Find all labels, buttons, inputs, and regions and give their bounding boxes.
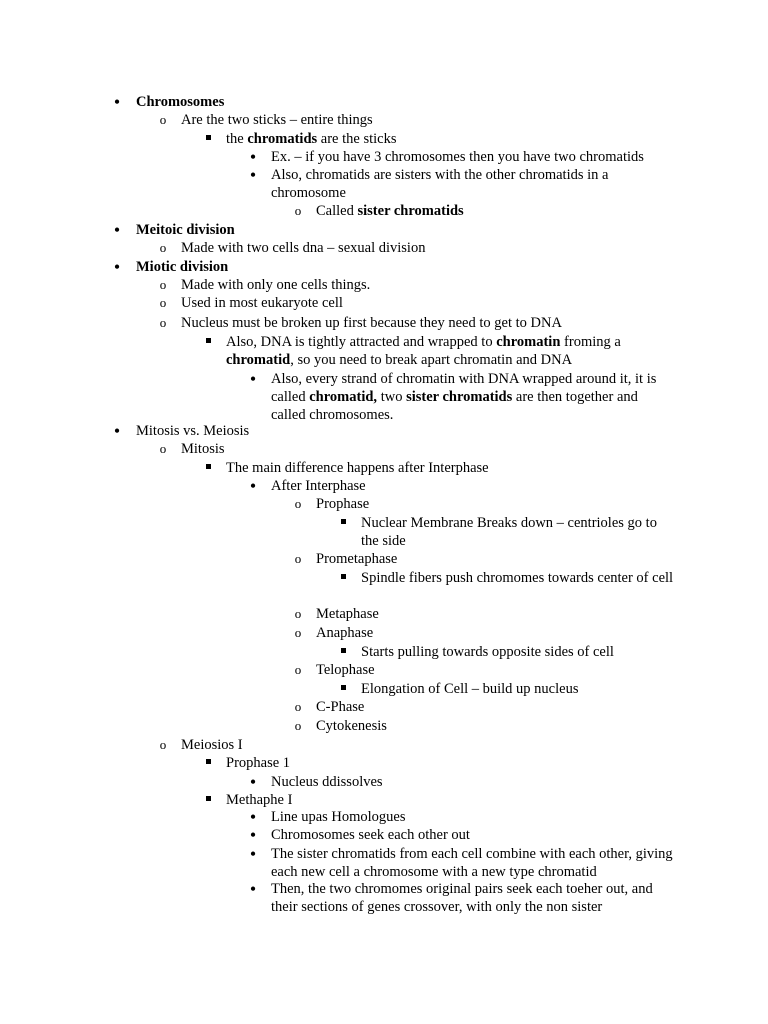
circle-bullet-icon bbox=[288, 661, 308, 679]
text-run: Nuclear Membrane Breaks down – centrioles go to the side bbox=[361, 515, 657, 549]
square-bullet-icon bbox=[198, 130, 218, 148]
circle-bullet-icon bbox=[288, 624, 308, 642]
text-run: Methaphe I bbox=[226, 792, 293, 808]
text-run: Also, chromatids are sisters with the other chromatids in a chromosome bbox=[271, 167, 609, 201]
list-item-text bbox=[271, 370, 676, 424]
text-run: Cytokenesis bbox=[316, 718, 387, 734]
list-item-text bbox=[316, 624, 676, 642]
disc-bullet-icon bbox=[107, 422, 127, 442]
list-item-text bbox=[316, 550, 676, 568]
disc-bullet-icon bbox=[107, 221, 127, 241]
list-item-text bbox=[136, 422, 676, 440]
list-item-text bbox=[316, 661, 676, 679]
circle-bullet-icon bbox=[153, 294, 173, 312]
bold-term: chromatids bbox=[247, 131, 318, 147]
list-item-text bbox=[271, 773, 676, 791]
circle-bullet-icon bbox=[288, 698, 308, 716]
list-item-text bbox=[271, 166, 676, 202]
square-bullet-icon bbox=[333, 680, 353, 698]
text-run: Prometaphase bbox=[316, 551, 398, 567]
circle-bullet-icon bbox=[288, 550, 308, 568]
text-run: The main difference happens after Interphase bbox=[226, 460, 489, 476]
text-run: Telophase bbox=[316, 662, 375, 678]
disc-bullet-icon bbox=[243, 370, 263, 390]
list-item-text bbox=[226, 754, 676, 772]
circle-bullet-icon bbox=[288, 717, 308, 735]
list-item-text bbox=[181, 440, 676, 458]
text-run: After Interphase bbox=[271, 478, 366, 494]
disc-bullet-icon bbox=[107, 93, 127, 113]
text-run: froming a bbox=[560, 334, 621, 350]
list-item-text bbox=[361, 643, 676, 661]
text-run: , so you need to break apart chromatin and DNA bbox=[290, 352, 573, 368]
disc-bullet-icon bbox=[243, 166, 263, 186]
disc-bullet-icon bbox=[243, 826, 263, 846]
square-bullet-icon bbox=[333, 643, 353, 661]
list-item-text bbox=[271, 808, 676, 826]
circle-bullet-icon bbox=[153, 239, 173, 257]
disc-bullet-icon bbox=[243, 773, 263, 793]
circle-bullet-icon bbox=[153, 440, 173, 458]
list-item-text bbox=[361, 514, 676, 550]
list-item-text bbox=[361, 569, 676, 587]
square-bullet-icon bbox=[198, 791, 218, 809]
disc-bullet-icon bbox=[243, 477, 263, 497]
list-item-text bbox=[181, 111, 676, 129]
list-item-text bbox=[271, 477, 676, 495]
text-run: Meiosios I bbox=[181, 737, 243, 753]
text-run: Then, the two chromomes original pairs seek each toeher out, and their sections of genes crossover, with only the non sister bbox=[271, 881, 653, 915]
list-item-text bbox=[181, 736, 676, 754]
list-item-text bbox=[181, 276, 676, 294]
circle-bullet-icon bbox=[153, 736, 173, 754]
text-run: Metaphase bbox=[316, 606, 379, 622]
list-item-text bbox=[226, 333, 676, 369]
text-run: The sister chromatids from each cell combine with each other, giving each new cell a chromosome with a new type chromatid bbox=[271, 846, 673, 880]
circle-bullet-icon bbox=[288, 495, 308, 513]
bold-term: Chromosomes bbox=[136, 94, 225, 110]
list-item-text bbox=[271, 845, 676, 881]
text-run: Also, DNA is tightly attracted and wrapped to bbox=[226, 334, 497, 350]
disc-bullet-icon bbox=[107, 258, 127, 278]
square-bullet-icon bbox=[198, 459, 218, 477]
text-run: Prophase 1 bbox=[226, 755, 291, 771]
text-run: Used in most eukaryote cell bbox=[181, 295, 343, 311]
square-bullet-icon bbox=[333, 514, 353, 532]
text-run: C-Phase bbox=[316, 699, 365, 715]
text-run: Called bbox=[316, 203, 358, 219]
circle-bullet-icon bbox=[153, 314, 173, 332]
list-item-text bbox=[316, 202, 676, 220]
list-item-text bbox=[316, 605, 676, 623]
text-run: two bbox=[377, 389, 407, 405]
text-run: Made with two cells dna – sexual division bbox=[181, 240, 426, 256]
circle-bullet-icon bbox=[288, 605, 308, 623]
list-item-text bbox=[271, 880, 676, 916]
bold-term: Meitoic division bbox=[136, 222, 235, 238]
list-item-text bbox=[226, 130, 676, 148]
text-run: are the sticks bbox=[317, 131, 397, 147]
square-bullet-icon bbox=[333, 569, 353, 587]
bold-term: sister chromatids bbox=[406, 389, 513, 405]
text-run: Spindle fibers push chromomes towards center of cell bbox=[361, 570, 674, 586]
list-item-text bbox=[316, 698, 676, 716]
circle-bullet-icon bbox=[153, 276, 173, 294]
text-run: the bbox=[226, 131, 248, 147]
list-item-text bbox=[316, 495, 676, 513]
bold-term: sister chromatids bbox=[357, 203, 464, 219]
bold-term: chromatid bbox=[226, 352, 291, 368]
circle-bullet-icon bbox=[153, 111, 173, 129]
text-run: Are the two sticks – entire things bbox=[181, 112, 373, 128]
text-run: Nucleus ddissolves bbox=[271, 774, 383, 790]
text-run: Also, every strand of chromatin with DNA wrapped around it, it is called bbox=[271, 371, 657, 405]
bold-term: Miotic division bbox=[136, 259, 229, 275]
list-item-text bbox=[316, 717, 676, 735]
list-item-text bbox=[226, 791, 676, 809]
disc-bullet-icon bbox=[243, 845, 263, 865]
disc-bullet-icon bbox=[243, 880, 263, 900]
text-run: Anaphase bbox=[316, 625, 374, 641]
square-bullet-icon bbox=[198, 754, 218, 772]
list-item-text bbox=[271, 148, 676, 166]
list-item-text bbox=[181, 294, 676, 312]
bold-term: chromatin bbox=[496, 334, 561, 350]
list-item-text bbox=[181, 239, 676, 257]
list-item-text bbox=[361, 680, 676, 698]
text-run: Chromosomes seek each other out bbox=[271, 827, 470, 843]
bold-term: chromatid, bbox=[309, 389, 378, 405]
text-run: Ex. – if you have 3 chromosomes then you have two chromatids bbox=[271, 149, 644, 165]
text-run: Made with only one cells things. bbox=[181, 277, 371, 293]
list-item-text bbox=[271, 826, 676, 844]
text-run: are then together and called chromosomes. bbox=[271, 389, 638, 423]
text-run: Prophase bbox=[316, 496, 370, 512]
list-item-text bbox=[136, 258, 676, 276]
text-run: Mitosis vs. Meiosis bbox=[136, 423, 250, 439]
list-item-text bbox=[136, 93, 676, 111]
text-run: Nucleus must be broken up first because they need to get to DNA bbox=[181, 315, 562, 331]
square-bullet-icon bbox=[198, 333, 218, 351]
text-run: Line upas Homologues bbox=[271, 809, 406, 825]
list-item-text bbox=[181, 314, 676, 332]
list-item-text bbox=[136, 221, 676, 239]
list-item-text bbox=[226, 459, 676, 477]
circle-bullet-icon bbox=[288, 202, 308, 220]
text-run: Elongation of Cell – build up nucleus bbox=[361, 681, 579, 697]
text-run: Mitosis bbox=[181, 441, 225, 457]
text-run: Starts pulling towards opposite sides of cell bbox=[361, 644, 614, 660]
